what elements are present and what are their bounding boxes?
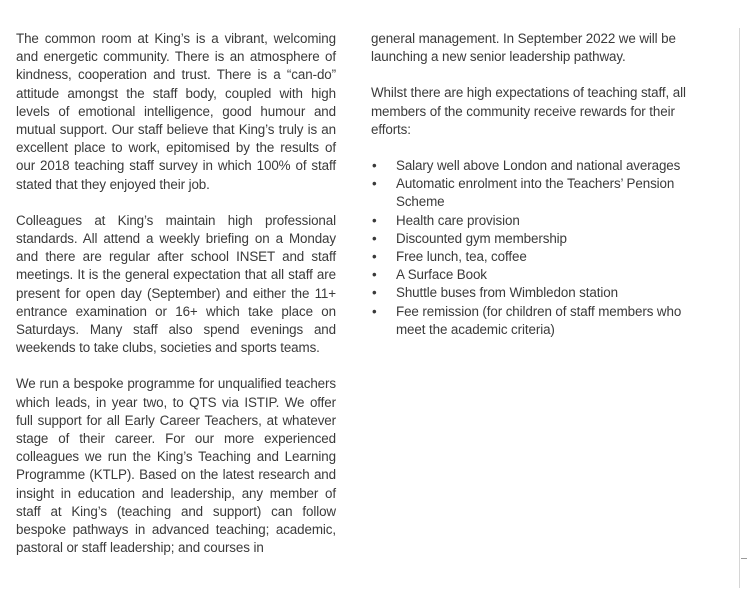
bullet-icon: •	[372, 158, 377, 174]
list-item	[371, 284, 693, 302]
benefit-text: Discounted gym membership	[396, 230, 567, 246]
page-edge-divider	[739, 28, 740, 588]
page-edge-tick	[741, 558, 747, 559]
list-item	[371, 303, 693, 339]
bullet-icon: •	[372, 267, 377, 283]
bullet-icon: •	[372, 303, 377, 319]
benefit-text: Salary well above London and national averages	[396, 158, 681, 174]
list-item	[371, 230, 693, 248]
paragraph-continuation: general management. In September 2022 we will be launching a new senior leadership pathway.	[371, 31, 676, 65]
bullet-icon: •	[372, 285, 377, 301]
benefit-text: A Surface Book	[396, 267, 487, 283]
benefit-text: Shuttle buses from Wimbledon station	[396, 285, 618, 301]
list-item	[371, 175, 693, 211]
benefit-text: Free lunch, tea, coffee	[396, 249, 527, 265]
paragraph-rewards-intro: Whilst there are high expectations of teaching staff, all members of the community receive rewards for their efforts:	[371, 85, 686, 137]
paragraph-common-room: The common room at King’s is a vibrant, welcoming and energetic community. There is an atmosphere of kindness, cooperation and trust. There is a “can-do” attitude amongst the staff body, coupled with high levels of emotional intelligence, good humour and mutual support. Our staff believe that King’s truly is an excellent place to work, epitomised by the results of our 2018 teaching staff survey in which 100% of staff stated that they enjoyed their job.	[16, 31, 336, 192]
bullet-icon: •	[372, 230, 377, 246]
list-item	[371, 157, 693, 175]
right-text-column	[371, 30, 693, 339]
paragraph-professional-standards: Colleagues at King’s maintain high professional standards. All attend a weekly briefing on a Monday and there are regular after school INSET and staff meetings. It is the general expectation that all staff are present for open day (September) and either the 11+ entrance examination or 16+ which take place on Saturdays. Many staff also spend evenings and weekends to take clubs, societies and sports teams.	[16, 212, 336, 356]
left-text-column	[16, 30, 336, 575]
benefit-text: Health care provision	[396, 212, 520, 228]
bullet-icon: •	[372, 249, 377, 265]
benefit-text: Automatic enrolment into the Teachers’ Pension Scheme	[396, 176, 675, 210]
list-item	[371, 248, 693, 266]
benefit-text: Fee remission (for children of staff members who meet the academic criteria)	[396, 303, 682, 337]
benefits-list	[371, 157, 693, 339]
bullet-icon: •	[372, 212, 377, 228]
bullet-icon: •	[372, 176, 377, 192]
paragraph-training-programme: We run a bespoke programme for unqualified teachers which leads, in year two, to QTS via ISTIP. We offer full support for all Early Career Teachers, at whatever stage of their career. For our more experienced colleagues we run the King’s Teaching and Learning Programme (KTLP). Based on the latest research and insight in education and leadership, any member of staff at King’s (teaching and support) can follow bespoke pathways in advanced teaching; academic, pastoral or staff leadership; and courses in	[16, 376, 336, 556]
list-item	[371, 266, 693, 284]
list-item	[371, 212, 693, 230]
